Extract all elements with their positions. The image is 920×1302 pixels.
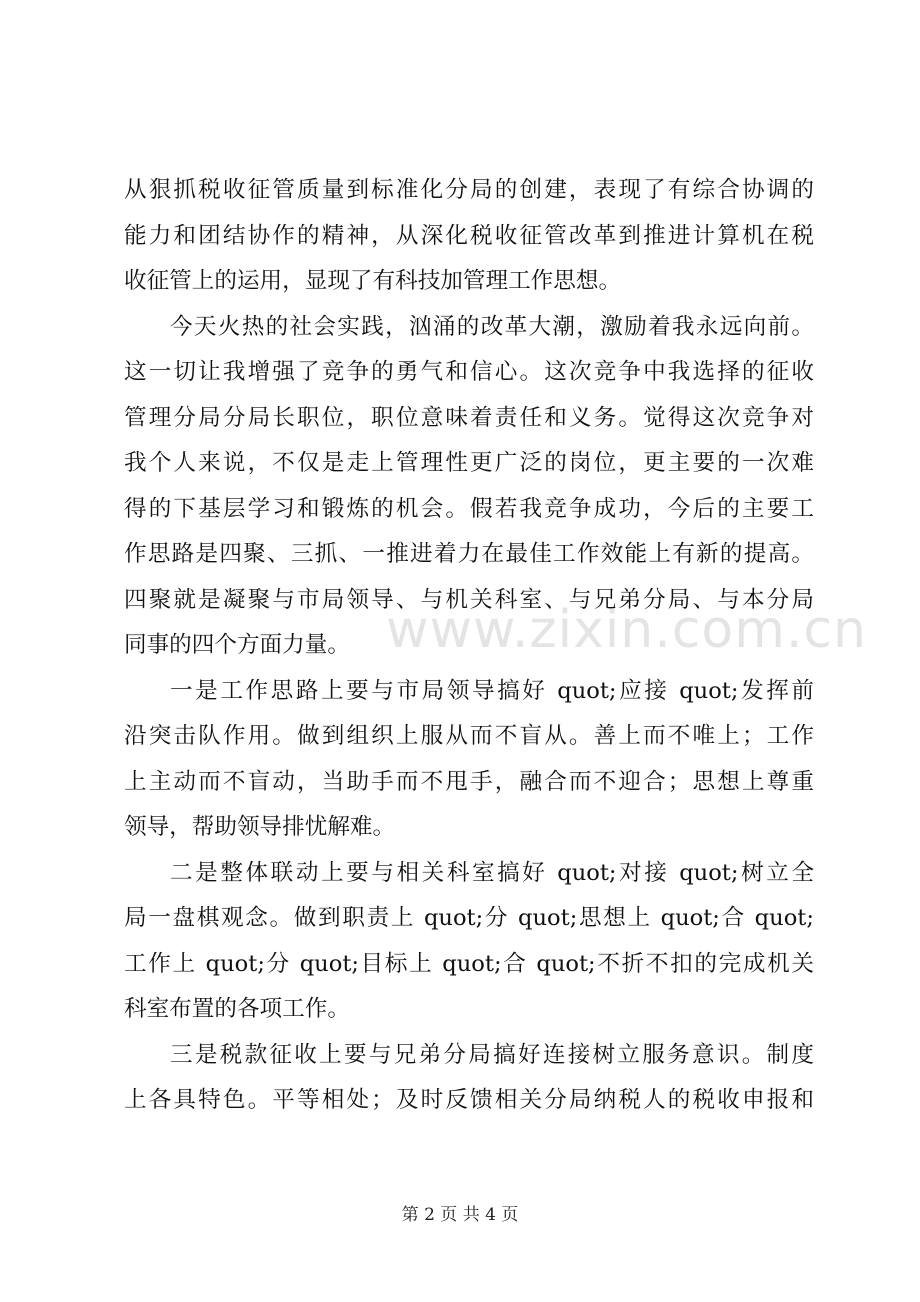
text-line: 管理分局分局长职位，职位意味着责任和义务。觉得这次竞争对 xyxy=(124,404,814,431)
paragraph-first-line: 一是工作思路上要与市局领导搞好 quot;应接 quot;发挥前 xyxy=(170,677,814,704)
text-line: 科室布置的各项工作。 xyxy=(124,996,350,1022)
paragraph-first-line: 三是税款征收上要与兄弟分局搞好连接树立服务意识。制度 xyxy=(170,1041,814,1068)
text-line: 同事的四个方面力量。 xyxy=(124,632,350,658)
text-line: 作思路是四聚、三抓、一推进着力在最佳工作效能上有新的提高。 xyxy=(124,541,814,567)
paragraph-first-line: 二是整体联动上要与相关科室搞好 quot;对接 quot;树立全 xyxy=(170,859,814,886)
paragraph-first-line: 今天火热的社会实践，汹涌的改革大潮，激励着我永远向前。 xyxy=(170,313,814,340)
text-line: 收征管上的运用，显现了有科技加管理工作思想。 xyxy=(124,268,622,294)
body-text xyxy=(124,168,814,1124)
text-line: 领导，帮助领导排忧解难。 xyxy=(124,814,396,840)
text-line: 局一盘棋观念。做到职责上 quot;分 quot;思想上 quot;合 quot; xyxy=(124,905,814,931)
watermark: www.zixin.com.cn xyxy=(386,600,867,660)
text-line: 沿突击队作用。做到组织上服从而不盲从。善上而不唯上；工作 xyxy=(124,723,814,749)
text-line: 从狠抓税收征管质量到标准化分局的创建，表现了有综合协调的 xyxy=(124,177,814,203)
page-number-footer: 第 2 页 共 4 页 xyxy=(401,1205,519,1225)
text-line: 工作上 quot;分 quot;目标上 quot;合 quot;不折不扣的完成机关 xyxy=(124,950,814,977)
text-line: 能力和团结协作的精神，从深化税收征管改革到推进计算机在税 xyxy=(124,222,814,249)
text-line: 上各具特色。平等相处；及时反馈相关分局纳税人的税收申报和 xyxy=(124,1087,814,1113)
text-line: 得的下基层学习和锻炼的机会。假若我竞争成功，今后的主要工 xyxy=(124,495,814,522)
text-line: 四聚就是凝聚与市局领导、与机关科室、与兄弟分局、与本分局 xyxy=(124,586,814,613)
text-line: 这一切让我增强了竞争的勇气和信心。这次竞争中我选择的征收 xyxy=(124,359,814,385)
text-line: 我个人来说，不仅是走上管理性更广泛的岗位，更主要的一次难 xyxy=(124,450,814,476)
text-line: 上主动而不盲动，当助手而不甩手，融合而不迎合；思想上尊重 xyxy=(124,768,814,795)
